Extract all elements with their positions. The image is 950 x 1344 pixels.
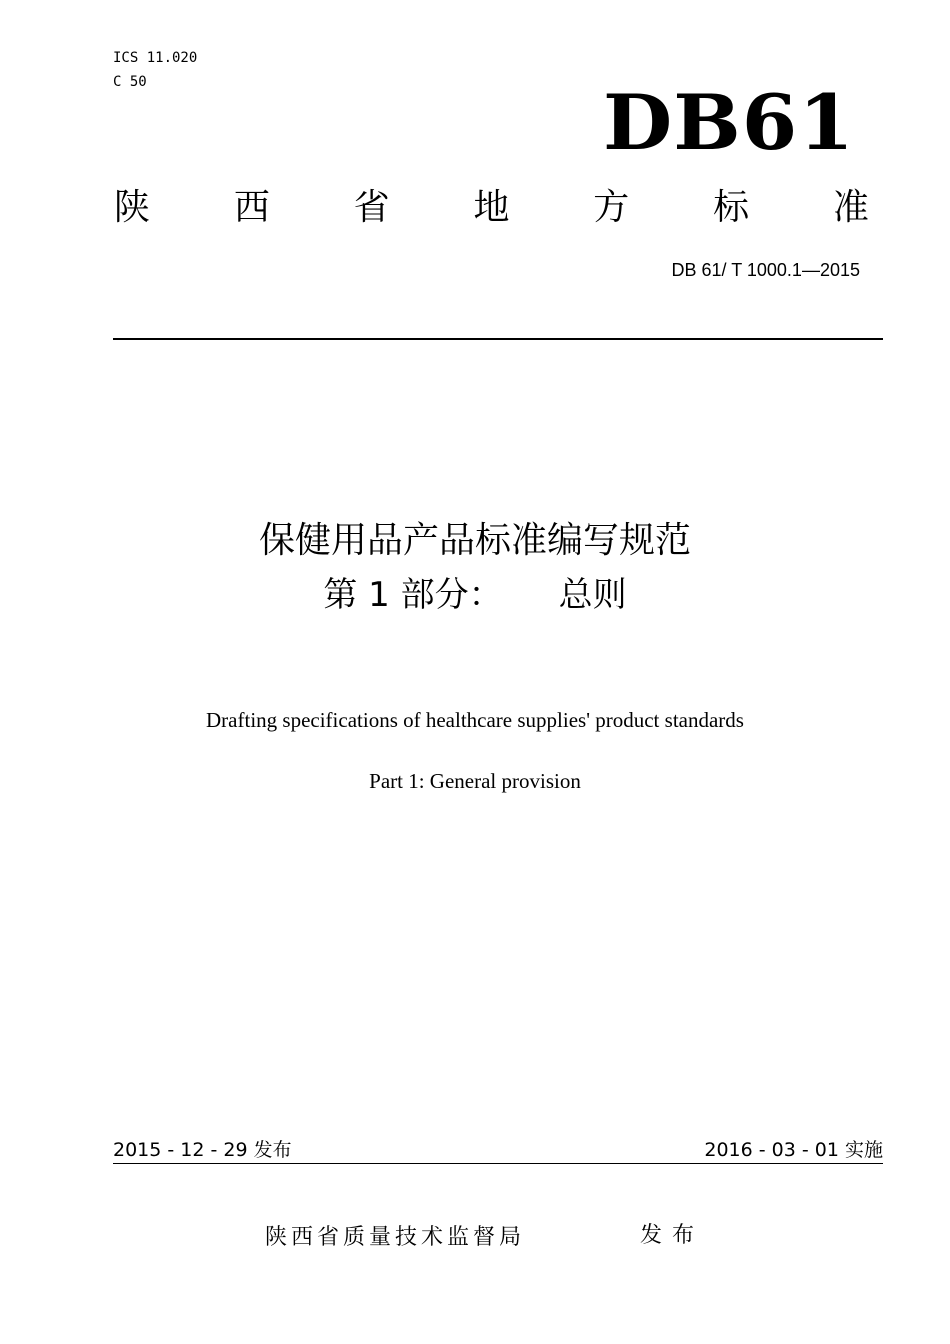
standard-type-char: 省 (353, 187, 390, 228)
part-title-chinese (0, 572, 950, 618)
ccs-code: C 50 (113, 74, 147, 90)
standard-type-char: 地 (473, 187, 510, 228)
standard-type-char: 西 (233, 187, 270, 228)
title-english: Drafting specifications of healthcare supplies' product standards (206, 708, 744, 732)
part-number-chinese: 第 1 部分： (323, 575, 503, 615)
ics-code: ICS 11.020 (113, 50, 198, 66)
issuer-name: 陕西省质量技术监督局 (265, 1225, 526, 1250)
db-logo: DB61 (603, 78, 855, 167)
issue-date: 2015 - 12 - 29 发布 (113, 1139, 292, 1161)
top-divider (113, 338, 883, 340)
issued-label: 发布 (640, 1223, 705, 1248)
standard-type-char: 方 (593, 187, 630, 228)
bottom-divider (113, 1163, 883, 1164)
standard-number: DB 61/ T 1000.1—2015 (671, 260, 860, 280)
part-name-chinese: 总则 (558, 575, 627, 615)
implementation-date: 2016 - 03 - 01 实施 (704, 1139, 883, 1161)
standard-type (113, 186, 870, 230)
title-chinese: 保健用品产品标准编写规范 (258, 520, 691, 561)
standard-type-char: 准 (832, 187, 869, 228)
part-title-english: Part 1: General provision (369, 769, 581, 793)
standard-type-char: 标 (713, 187, 750, 228)
standard-type-char: 陕 (113, 187, 150, 228)
